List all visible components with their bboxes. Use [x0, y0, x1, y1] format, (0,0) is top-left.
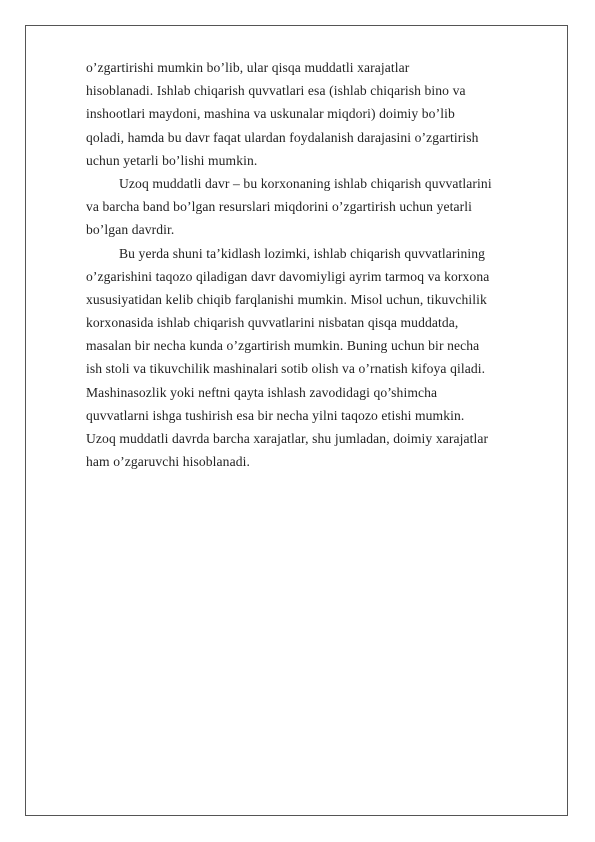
text-line: ham o’zgaruvchi hisoblanadi. [86, 454, 250, 470]
paragraph-start-line: Bu yerda shuni ta’kidlash lozimki, ishlab chiqarish quvvatlarining [119, 245, 486, 261]
document-body [86, 56, 554, 473]
text-line: quvvatlarni ishga tushirish esa bir necha yilni taqozo etishi mumkin. [86, 407, 465, 423]
text-line: korxonasida ishlab chiqarish quvvatlarini nisbatan qisqa muddatda, [86, 315, 459, 331]
text-line: ish stoli va tikuvchilik mashinalari sotib olish va o’rnatish kifoya qiladi. [86, 361, 486, 377]
text-line: masalan bir necha kunda o’zgartirish mumkin. Buning uchun bir necha [86, 338, 480, 354]
text-line: uchun yetarli bo’lishi mumkin. [86, 152, 258, 168]
text-line: qoladi, hamda bu davr faqat ulardan foydalanish darajasini o’zgartirish [86, 129, 479, 145]
text-line: va barcha band bo’lgan resurslari miqdorini o’zgartirish uchun yetarli [86, 199, 472, 215]
text-line: o’zgarishini taqozo qiladigan davr davomiyligi ayrim tarmoq va korxona [86, 268, 490, 284]
text-line: bo’lgan davrdir. [86, 222, 175, 238]
text-line: o’zgartirishi mumkin bo’lib, ular qisqa muddatli xarajatlar [86, 60, 410, 75]
text-line: xususiyatidan kelib chiqib farqlanishi mumkin. Misol uchun, tikuvchilik [86, 291, 487, 307]
paragraph-start-line: Uzoq muddatli davr – bu korxonaning ishlab chiqarish quvvatlarini [119, 175, 492, 191]
text-line: inshootlari maydoni, mashina va uskunalar miqdori) doimiy bo’lib [86, 106, 455, 122]
text-line: Mashinasozlik yoki neftni qayta ishlash zavodidagi qo’shimcha [86, 384, 438, 400]
text-line: hisoblanadi. Ishlab chiqarish quvvatlari esa (ishlab chiqarish bino va [86, 83, 466, 99]
text-line: Uzoq muddatli davrda barcha xarajatlar, shu jumladan, doimiy xarajatlar [86, 431, 489, 446]
